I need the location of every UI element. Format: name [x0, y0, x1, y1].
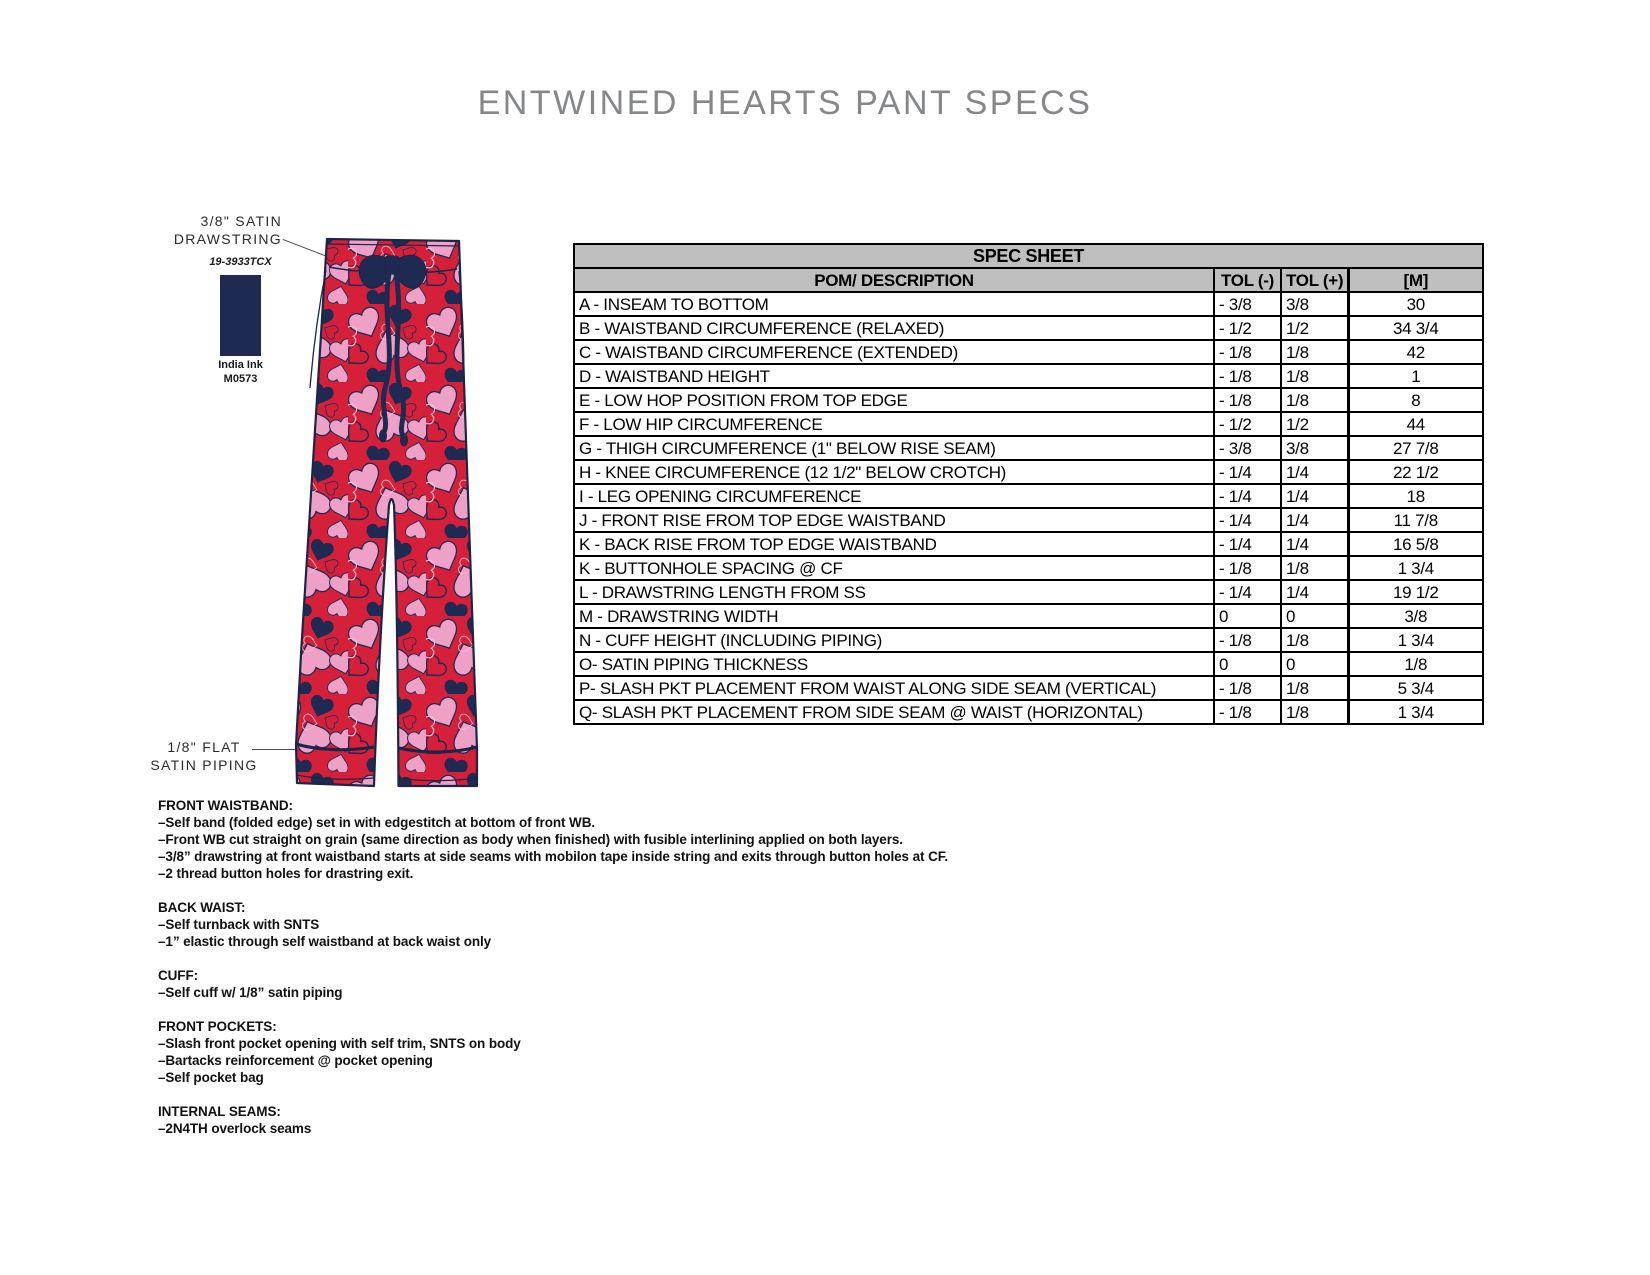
spec-cell: 1/8 — [1281, 700, 1348, 724]
piping-annotation-line2: SATIN PIPING — [150, 757, 258, 773]
spec-cell: - 1/2 — [1214, 412, 1281, 436]
spec-cell: J - FRONT RISE FROM TOP EDGE WAISTBAND — [574, 508, 1214, 532]
note-line: –Front WB cut straight on grain (same direction as body when finished) with fusible interlining applied on both layers. — [158, 832, 903, 847]
spec-cell: 1/4 — [1281, 580, 1348, 604]
note-line: –Self cuff w/ 1/8” satin piping — [158, 985, 343, 1000]
spec-cell: 0 — [1214, 604, 1281, 628]
spec-cell: - 1/8 — [1214, 556, 1281, 580]
spec-cell: 1/8 — [1281, 340, 1348, 364]
spec-cell: - 1/8 — [1214, 364, 1281, 388]
spec-cell: - 3/8 — [1214, 436, 1281, 460]
spec-cell: A - INSEAM TO BOTTOM — [574, 292, 1214, 316]
col-header-m: [M] — [1348, 268, 1483, 292]
spec-cell: Q- SLASH PKT PLACEMENT FROM SIDE SEAM @ WAIST (HORIZONTAL) — [574, 700, 1214, 724]
note-line: –Self pocket bag — [158, 1070, 264, 1085]
page-title: ENTWINED HEARTS PANT SPECS — [477, 84, 1093, 122]
note-line: –Slash front pocket opening with self trim, SNTS on body — [158, 1036, 521, 1051]
spec-cell: 3/8 — [1281, 436, 1348, 460]
spec-cell: 1/4 — [1281, 532, 1348, 556]
spec-cell: 1 — [1348, 364, 1483, 388]
spec-cell: P- SLASH PKT PLACEMENT FROM WAIST ALONG SIDE SEAM (VERTICAL) — [574, 676, 1214, 700]
spec-cell: E - LOW HOP POSITION FROM TOP EDGE — [574, 388, 1214, 412]
spec-cell: 30 — [1348, 292, 1483, 316]
note-section — [158, 1103, 948, 1137]
note-heading: CUFF: — [158, 968, 198, 983]
spec-row — [574, 436, 1483, 460]
note-section — [158, 1018, 948, 1086]
spec-cell: - 1/2 — [1214, 316, 1281, 340]
spec-cell: - 1/8 — [1214, 700, 1281, 724]
col-header-tol-minus: TOL (-) — [1214, 268, 1281, 292]
spec-cell: 1/8 — [1281, 364, 1348, 388]
note-heading: INTERNAL SEAMS: — [158, 1104, 281, 1119]
spec-cell: 1 3/4 — [1348, 700, 1483, 724]
spec-cell: C - WAISTBAND CIRCUMFERENCE (EXTENDED) — [574, 340, 1214, 364]
col-header-tol-plus: TOL (+) — [1281, 268, 1348, 292]
spec-cell: 1/4 — [1281, 484, 1348, 508]
note-line: –Self band (folded edge) set in with edgestitch at bottom of front WB. — [158, 815, 595, 830]
spec-cell: 11 7/8 — [1348, 508, 1483, 532]
swatch-color-number: M0573 — [223, 373, 258, 385]
spec-cell: - 1/8 — [1214, 340, 1281, 364]
spec-row — [574, 388, 1483, 412]
spec-cell: 44 — [1348, 412, 1483, 436]
spec-cell: - 1/4 — [1214, 460, 1281, 484]
spec-cell: 1/2 — [1281, 316, 1348, 340]
spec-cell: 42 — [1348, 340, 1483, 364]
piping-annotation-line1: 1/8" FLAT — [167, 739, 241, 755]
spec-cell: 1 3/4 — [1348, 556, 1483, 580]
spec-cell: 1/8 — [1281, 676, 1348, 700]
spec-row — [574, 508, 1483, 532]
spec-row — [574, 484, 1483, 508]
note-heading: BACK WAIST: — [158, 900, 246, 915]
spec-cell: 1/4 — [1281, 460, 1348, 484]
spec-cell: 18 — [1348, 484, 1483, 508]
spec-table-title-row — [574, 244, 1483, 268]
note-section — [158, 967, 948, 1001]
spec-cell: 1/8 — [1281, 556, 1348, 580]
note-line: –3/8” drawstring at front waistband starts at side seams with mobilon tape inside string and exits through button holes at CF. — [158, 849, 949, 864]
color-swatch — [220, 275, 261, 356]
spec-row — [574, 676, 1483, 700]
drawstring-annotation-line1: 3/8" SATIN — [200, 213, 282, 229]
spec-cell: 19 1/2 — [1348, 580, 1483, 604]
spec-row — [574, 628, 1483, 652]
spec-cell: 1 3/4 — [1348, 628, 1483, 652]
spec-cell: 1/4 — [1281, 508, 1348, 532]
spec-cell: 3/8 — [1348, 604, 1483, 628]
spec-row — [574, 700, 1483, 724]
spec-cell: F - LOW HIP CIRCUMFERENCE — [574, 412, 1214, 436]
construction-notes — [158, 797, 948, 1137]
spec-cell: - 1/4 — [1214, 532, 1281, 556]
spec-table-title: SPEC SHEET — [574, 244, 1483, 268]
spec-row — [574, 556, 1483, 580]
note-line: –Self turnback with SNTS — [158, 917, 320, 932]
spec-cell: - 3/8 — [1214, 292, 1281, 316]
spec-row — [574, 316, 1483, 340]
spec-cell: I - LEG OPENING CIRCUMFERENCE — [574, 484, 1214, 508]
spec-cell: M - DRAWSTRING WIDTH — [574, 604, 1214, 628]
spec-cell: - 1/4 — [1214, 580, 1281, 604]
spec-cell: 0 — [1281, 652, 1348, 676]
spec-row — [574, 604, 1483, 628]
spec-table-header-row — [574, 268, 1483, 292]
spec-cell: 27 7/8 — [1348, 436, 1483, 460]
spec-cell: 22 1/2 — [1348, 460, 1483, 484]
spec-cell: K - BACK RISE FROM TOP EDGE WAISTBAND — [574, 532, 1214, 556]
spec-table — [573, 243, 1484, 725]
spec-row — [574, 532, 1483, 556]
note-line: –Bartacks reinforcement @ pocket opening — [158, 1053, 433, 1068]
spec-row — [574, 364, 1483, 388]
spec-row — [574, 460, 1483, 484]
piping-annotation — [148, 738, 260, 774]
spec-cell: 0 — [1281, 604, 1348, 628]
pant-illustration — [270, 226, 490, 796]
spec-cell: - 1/8 — [1214, 676, 1281, 700]
note-section — [158, 797, 948, 882]
col-header-pom-description: POM/ DESCRIPTION — [574, 268, 1214, 292]
spec-cell: - 1/8 — [1214, 388, 1281, 412]
spec-cell: 1/8 — [1281, 628, 1348, 652]
note-section — [158, 899, 948, 950]
drawstring-annotation-line2: DRAWSTRING — [173, 231, 282, 247]
spec-cell: - 1/4 — [1214, 484, 1281, 508]
note-heading: FRONT WAISTBAND: — [158, 798, 293, 813]
spec-cell: B - WAISTBAND CIRCUMFERENCE (RELAXED) — [574, 316, 1214, 340]
spec-cell: - 1/8 — [1214, 628, 1281, 652]
spec-cell: 8 — [1348, 388, 1483, 412]
spec-cell: 5 3/4 — [1348, 676, 1483, 700]
spec-cell: K - BUTTONHOLE SPACING @ CF — [574, 556, 1214, 580]
spec-cell: N - CUFF HEIGHT (INCLUDING PIPING) — [574, 628, 1214, 652]
spec-cell: O- SATIN PIPING THICKNESS — [574, 652, 1214, 676]
spec-cell: 1/8 — [1348, 652, 1483, 676]
note-line: –1” elastic through self waistband at back waist only — [158, 934, 492, 949]
spec-row — [574, 292, 1483, 316]
spec-cell: 1/2 — [1281, 412, 1348, 436]
spec-cell: 3/8 — [1281, 292, 1348, 316]
spec-cell: L - DRAWSTRING LENGTH FROM SS — [574, 580, 1214, 604]
spec-cell: 34 3/4 — [1348, 316, 1483, 340]
swatch-pantone-code: 19-3933TCX — [209, 256, 272, 268]
swatch-color-name: India Ink — [218, 359, 263, 371]
spec-row — [574, 652, 1483, 676]
spec-cell: 16 5/8 — [1348, 532, 1483, 556]
note-line: –2N4TH overlock seams — [158, 1121, 312, 1136]
spec-row — [574, 340, 1483, 364]
spec-row — [574, 580, 1483, 604]
drawstring-annotation — [96, 212, 282, 248]
spec-cell: 0 — [1214, 652, 1281, 676]
spec-cell: - 1/4 — [1214, 508, 1281, 532]
spec-row — [574, 412, 1483, 436]
note-heading: FRONT POCKETS: — [158, 1019, 277, 1034]
spec-cell: D - WAISTBAND HEIGHT — [574, 364, 1214, 388]
spec-cell: H - KNEE CIRCUMFERENCE (12 1/2" BELOW CROTCH) — [574, 460, 1214, 484]
note-line: –2 thread button holes for drastring exit. — [158, 866, 414, 881]
spec-cell: 1/8 — [1281, 388, 1348, 412]
spec-cell: G - THIGH CIRCUMFERENCE (1" BELOW RISE SEAM) — [574, 436, 1214, 460]
